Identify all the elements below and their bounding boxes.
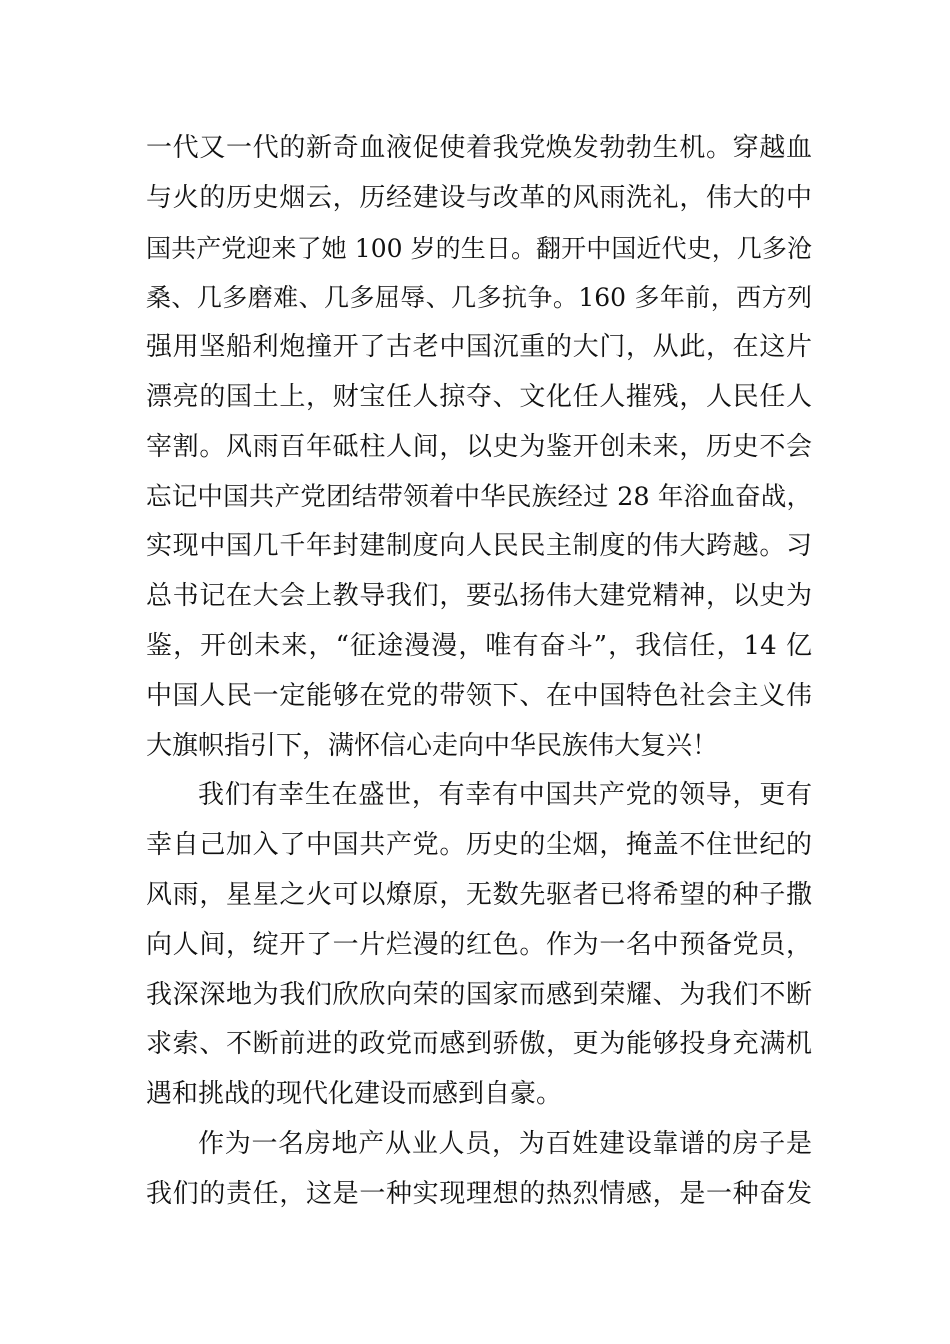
text-line: 忘记中国共产党团结带领着中华民族经过 28 年浴血奋战， [146, 481, 812, 512]
text-line: 中国人民一定能够在党的带领下、在中国特色社会主义伟 [146, 680, 812, 711]
text-line: 我们有幸生在盛世，有幸有中国共产党的领导，更有 [198, 780, 812, 811]
text-line: 一代又一代的新奇血液促使着我党焕发勃勃生机。穿越血 [146, 133, 812, 163]
text-line: 我们的责任，这是一种实现理想的热烈情感，是一种奋发 [146, 1178, 812, 1209]
text-line: 漂亮的国土上，财宝任人掠夺、文化任人摧残，人民任人 [146, 381, 812, 412]
paragraph-1 [146, 124, 812, 771]
paragraph-3 [146, 1120, 812, 1220]
text-line: 总书记在大会上教导我们，要弘扬伟大建党精神，以史为 [146, 581, 812, 612]
text-line: 强用坚船利炮撞开了古老中国沉重的大门，从此，在这片 [146, 332, 812, 363]
text-line: 大旗帜指引下，满怀信心走向中华民族伟大复兴！ [146, 730, 719, 761]
text-line: 实现中国几千年封建制度向人民民主制度的伟大跨越。习 [146, 531, 812, 562]
text-line: 桑、几多磨难、几多屈辱、几多抗争。160 多年前，西方列 [146, 283, 812, 313]
text-line: 作为一名房地产从业人员，为百姓建设靠谱的房子是 [198, 1128, 812, 1159]
text-line: 宰割。风雨百年砥柱人间，以史为鉴开创未来，历史不会 [146, 431, 812, 462]
text-line: 向人间，绽开了一片烂漫的红色。作为一名中预备党员， [146, 929, 812, 960]
text-line: 幸自己加入了中国共产党。历史的尘烟，掩盖不住世纪的 [146, 830, 812, 861]
text-line: 遇和挑战的现代化建设而感到自豪。 [146, 1079, 563, 1110]
text-line: 国共产党迎来了她 100 岁的生日。翻开中国近代史，几多沧 [146, 233, 812, 263]
text-line: 鉴，开创未来，“征途漫漫，唯有奋斗”，我信任，14 亿 [146, 630, 812, 661]
paragraph-2 [146, 771, 812, 1120]
text-line: 求索、不断前进的政党而感到骄傲，更为能够投身充满机 [146, 1029, 812, 1060]
body-text [146, 124, 812, 1220]
text-line: 我深深地为我们欣欣向荣的国家而感到荣耀、为我们不断 [146, 979, 812, 1010]
text-line: 风雨，星星之火可以燎原，无数先驱者已将希望的种子撒 [146, 879, 812, 910]
text-line: 与火的历史烟云，历经建设与改革的风雨洗礼，伟大的中 [146, 182, 812, 213]
